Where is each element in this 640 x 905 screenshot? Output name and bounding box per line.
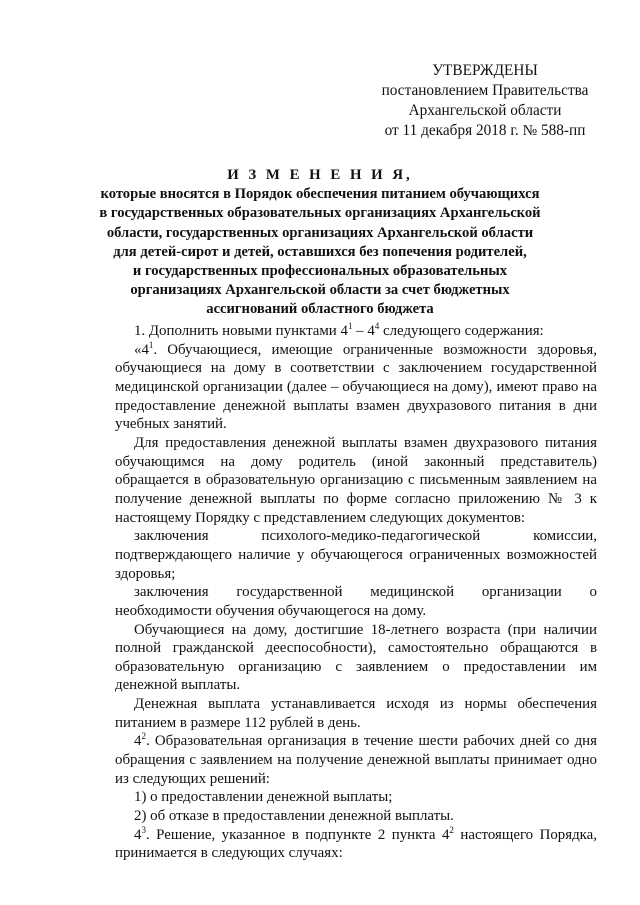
- title-line: для детей-сирот и детей, оставшихся без попечения родителей,: [113, 243, 527, 260]
- paragraph-9: 1) о предоставлении денежной выплаты;: [134, 789, 393, 806]
- superscript: 1: [347, 321, 353, 332]
- title-line: и государственных профессиональных образовательных: [132, 263, 508, 280]
- approval-line-2: постановлением Правительства: [381, 82, 589, 99]
- text-span: «4: [134, 341, 149, 358]
- text-span: – 4: [352, 323, 375, 339]
- text-span: настоящего Порядка, принимается в следующих случаях:: [115, 826, 597, 862]
- paragraph-4: заключения психолого-медико-педагогической комиссии, подтверждающего наличие у обучающегося ограниченных возможностей здоровья;: [115, 528, 597, 582]
- text-span: . Образовательная организация в течение шести рабочих дней со дня обращения с заявлением на получение денежной выплаты принимает одно из следующих решений:: [115, 733, 597, 787]
- title-line: организациях Архангельской области за счет бюджетных: [130, 282, 510, 299]
- approval-line-3: Архангельской области: [408, 102, 562, 119]
- paragraph-4-1: [115, 341, 597, 434]
- title-line: которые вносятся в Порядок обеспечения питанием обучающихся: [100, 186, 540, 203]
- title-line: ассигнований областного бюджета: [206, 301, 434, 318]
- title-heading: И З М Е Н Е Н И Я,: [227, 167, 413, 183]
- document-title: [70, 166, 570, 320]
- paragraph-6: Обучающиеся на дому, достигшие 18-летнего возраста (при наличии полной гражданской дееспособности), самостоятельно обращаются в образовательную организацию с заявлением о предоставлении им денежной выплаты.: [115, 621, 597, 694]
- superscript: 3: [141, 824, 146, 835]
- text-span: 4: [134, 733, 142, 750]
- document-body: [115, 322, 597, 863]
- paragraph-4-2: [115, 732, 597, 788]
- paragraph-5: заключения государственной медицинской организации о необходимости обучения обучающегося на дому.: [115, 584, 597, 619]
- paragraph-4-3: [115, 826, 597, 863]
- paragraph-7: Денежная выплата устанавливается исходя из нормы обеспечения питанием в размере 112 рублей в день.: [115, 696, 597, 731]
- text-span: 1. Дополнить новыми пунктами 4: [134, 323, 348, 339]
- approval-line-1: УТВЕРЖДЕНЫ: [432, 62, 538, 79]
- text-span: . Обучающиеся, имеющие ограниченные возможности здоровья, обучающиеся на дому в соответствии с заключением государственной медицинской организации (далее – обучающиеся на дому), имеют право на предоставление денежной выплаты взамен двухразового питания в дни учебных занятий.: [115, 341, 597, 433]
- text-span: 4: [134, 826, 142, 843]
- superscript: 1: [148, 339, 154, 350]
- paragraph-1: [115, 322, 597, 341]
- paragraph-10: 2) об отказе в предоставлении денежной выплаты.: [134, 808, 454, 825]
- superscript: 4: [374, 321, 380, 332]
- approval-stamp: [360, 61, 610, 141]
- superscript: 2: [141, 731, 146, 742]
- title-line: в государственных образовательных организациях Архангельской: [99, 205, 541, 222]
- text-span: . Решение, указанное в подпункте 2 пункта 4: [145, 826, 450, 843]
- text-span: следующего содержания:: [379, 323, 544, 339]
- paragraph-3: Для предоставления денежной выплаты взамен двухразового питания обучающимся на дому родитель (иной законный представитель) обращается в образовательную организацию с письменным заявлением на получение денежной выплаты по форме согласно приложению № 3 к настоящему Порядку с представлением следующих документов:: [115, 434, 597, 526]
- superscript: 2: [449, 824, 454, 835]
- approval-line-4: от 11 декабря 2018 г. № 588-пп: [384, 122, 586, 139]
- title-line: области, государственных организациях Архангельской области: [106, 224, 534, 241]
